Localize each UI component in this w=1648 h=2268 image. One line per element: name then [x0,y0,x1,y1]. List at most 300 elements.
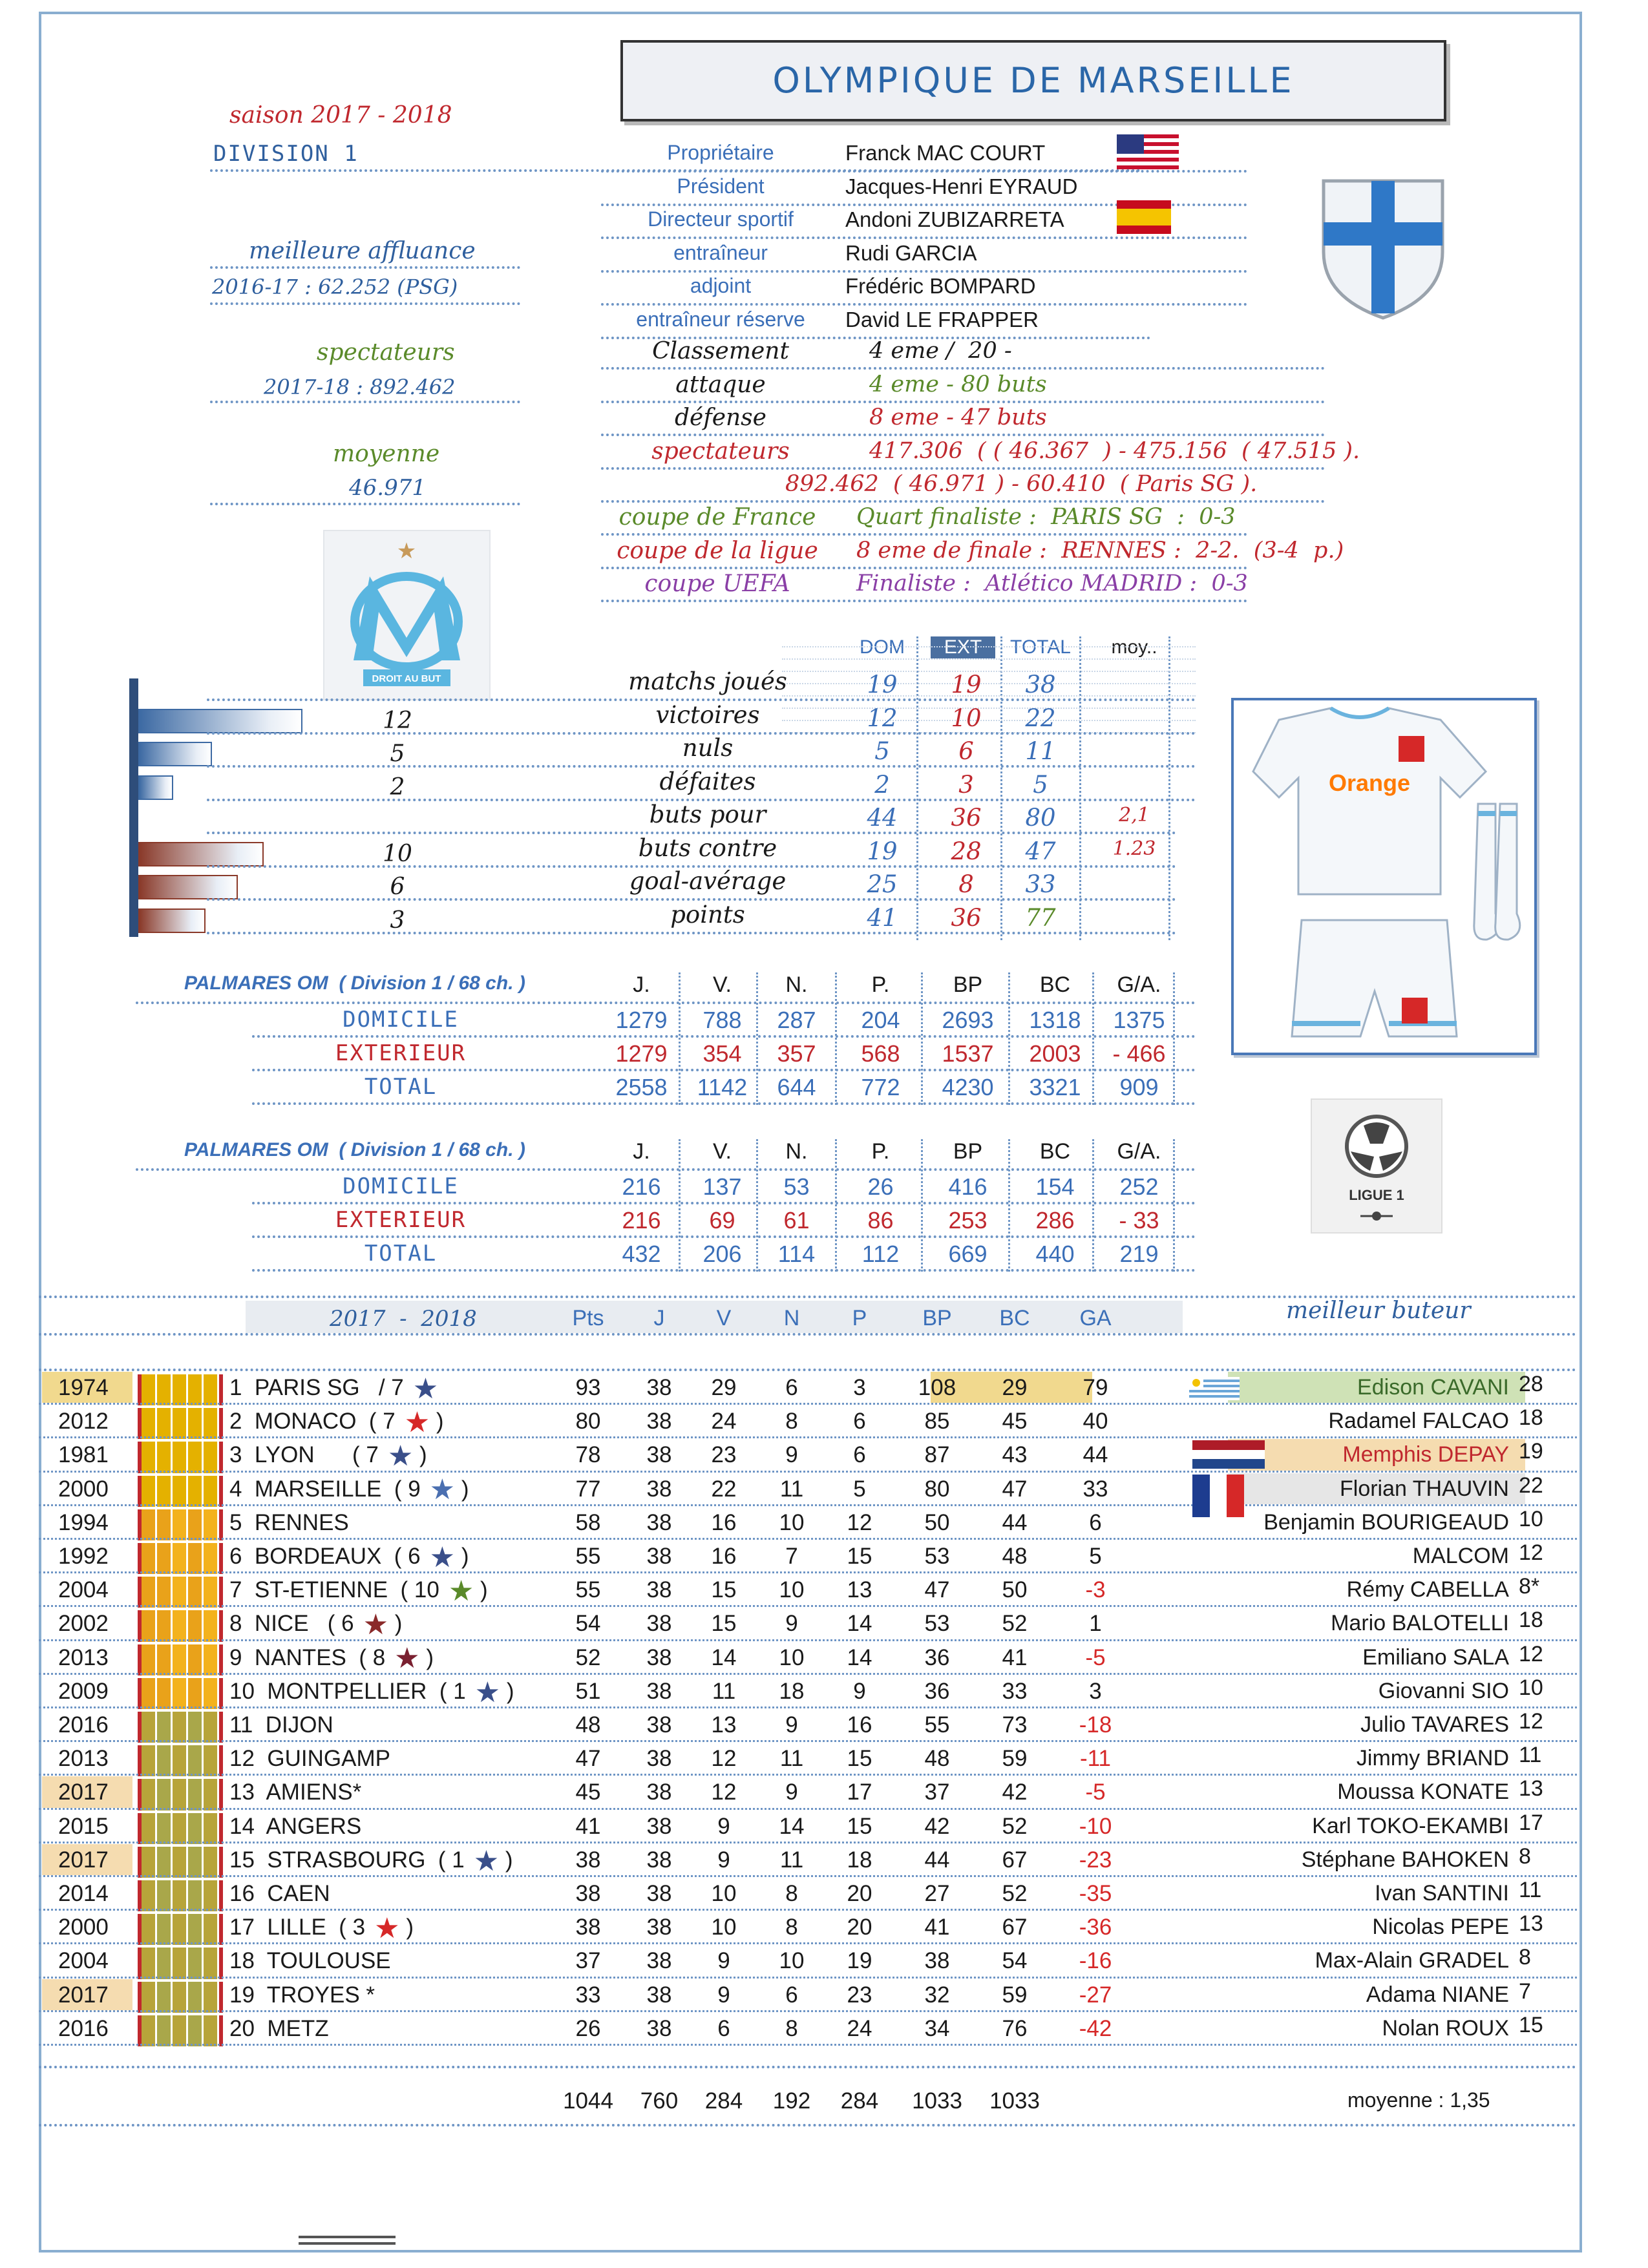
form-strip [138,1476,223,1507]
league-total-cell: 1044 [563,2088,613,2114]
league-cell-bp: 55 [924,1712,950,1738]
palmares-row-label: EXTERIEUR [335,1207,467,1233]
form-strip [138,1577,223,1608]
league-cell-bp: 27 [924,1881,950,1906]
form-strip-segment [188,1745,204,1776]
form-strip [138,1374,223,1405]
league-team-name: 10 MONTPELLIER ( 1 [229,1678,466,1704]
palmares-header-cell: P. [871,1139,890,1164]
palmares-cell: - 33 [1119,1207,1159,1234]
league-team-name: 17 LILLE ( 3 [229,1915,366,1940]
form-strip-segment [188,1779,204,1810]
form-strip-segment [204,1509,219,1540]
league-cell-pts: 33 [575,1982,601,2008]
scorer-name: Edison CAVANI [1357,1375,1509,1400]
league-cell-n: 11 [779,1476,804,1502]
form-strip-segment [173,1847,188,1878]
form-strip-segment [188,1577,204,1608]
league-cell-p: 15 [847,1746,872,1772]
league-cell-ga: 40 [1083,1409,1108,1434]
league-year: 2017 [58,1780,109,1805]
form-strip-segment [204,1779,219,1810]
form-strip [138,1779,223,1810]
form-strip-segment [142,1374,157,1405]
league-cell-j: 38 [646,1813,672,1839]
palmares-cell: 2003 [1029,1040,1081,1067]
season-table-header-cell: moy.. [1111,636,1157,658]
scorer-goals: 11 [1519,1743,1542,1768]
league-cell-bp: 41 [924,1915,950,1940]
league-cell-p: 13 [847,1577,872,1603]
form-strip-segment [142,1914,157,1945]
league-cell-ga: -16 [1079,1948,1112,1974]
league-cell-ga: 44 [1083,1442,1108,1468]
league-header-cell: BP [922,1306,952,1330]
league-cell-bc: 43 [1002,1442,1028,1468]
league-year: 2002 [58,1611,109,1637]
form-strip-segment [157,1644,173,1675]
league-cell-pts: 38 [575,1881,601,1906]
spectators-label: spectateurs [317,339,455,366]
palmares-cell: 354 [703,1040,742,1067]
form-strip-segment [188,1644,204,1675]
season-cell-total: 47 [1025,837,1056,865]
league-team-name: 7 ST-ETIENNE ( 10 [229,1577,439,1603]
season-row-label: défaites [659,767,756,795]
form-strip-segment [188,1476,204,1507]
palmares-cell: 1537 [942,1040,994,1067]
season-table-header-cell: TOTAL [1010,636,1071,658]
cup-result: Finaliste : Atlético MADRID : 0-3 [856,571,1248,596]
league-cell-n: 10 [779,1509,805,1535]
season-cell-dom: 5 [874,737,890,765]
league-cell-j: 38 [646,1509,672,1535]
league-cell-v: 15 [711,1611,737,1637]
palmares-header-cell: J. [633,972,650,997]
palmares-row-label: TOTAL [364,1241,438,1266]
club-title: OLYMPIQUE DE MARSEILLE [772,60,1294,101]
form-strip [138,1678,223,1709]
scorer-name: Nolan ROUX [1382,2015,1509,2041]
form-strip-segment [157,1678,173,1709]
form-strip-segment [204,1476,219,1507]
form-strip-segment [204,1847,219,1878]
league-cell-ga: -3 [1085,1577,1106,1603]
league-cell-pts: 54 [575,1611,601,1637]
palmares-header-cell: BP [953,1139,983,1164]
form-strip-segment [204,1644,219,1675]
season-stat-value: 417.306 ( ( 46.367 ) - 475.156 ( 47.515 ). [869,437,1360,464]
league-cell-bc: 45 [1002,1409,1028,1434]
palmares-header-cell: V. [712,972,732,997]
league-cell-v: 6 [717,2015,730,2041]
league-cell-bc: 52 [1002,1813,1028,1839]
league-cell-p: 18 [847,1847,872,1873]
stat-bar-value: 12 [383,707,412,734]
form-strip-segment [142,1745,157,1776]
league-cell-bp: 42 [924,1813,950,1839]
cup-label: coupe de la ligue [617,537,818,564]
form-strip-segment [157,1476,173,1507]
league-cell-bp: 80 [924,1476,950,1502]
form-strip-segment [157,1880,173,1911]
league-team-name: 6 BORDEAUX ( 6 [229,1544,421,1569]
league-team [229,1982,375,2008]
league-cell-bp: 32 [924,1982,950,2008]
form-strip [138,1644,223,1675]
league-cell-bc: 33 [1002,1678,1028,1704]
league-team-name: 18 TOULOUSE [229,1948,391,1974]
league-cell-ga: 79 [1083,1375,1108,1400]
palmares-cell: 4230 [942,1074,994,1100]
season-cell-ext: 36 [951,903,982,932]
form-strip-segment [157,1982,173,2013]
scorer-name: Florian THAUVIN [1340,1476,1509,1501]
star-bracket: ) [474,1577,488,1603]
season-row-label: goal-avérage [629,867,787,895]
league-cell-p: 6 [853,1409,866,1434]
palmares-header-cell: J. [633,1139,650,1164]
stat-bar [138,875,238,899]
league-team [229,1406,444,1438]
league-cell-pts: 52 [575,1644,601,1670]
season-stat-value: 4 eme - 80 buts [869,371,1047,397]
palmares-cell: 1279 [615,1007,668,1033]
form-strip-segment [157,1509,173,1540]
season-cell-ext: 8 [958,870,974,898]
league-cell-ga: -42 [1079,2015,1112,2041]
season-cell-dom: 41 [867,903,898,932]
form-strip [138,1813,223,1844]
championship-star-icon: ★ [448,1575,474,1607]
league-cell-v: 24 [711,1409,737,1434]
championship-star-icon: ★ [473,1845,500,1877]
league-cell-ga: -5 [1085,1644,1106,1670]
scorer-name: Adama NIANE [1366,1982,1509,2007]
club-title-box [620,40,1446,121]
scorer-goals: 8 [1519,1945,1531,1970]
scorer-goals: 12 [1519,1641,1543,1666]
league-cell-pts: 37 [575,1948,601,1974]
season-cell-total: 5 [1033,770,1048,799]
form-strip-segment [157,1813,173,1844]
league-total-cell: 192 [772,2088,811,2114]
league-cell-bc: 29 [1002,1375,1028,1400]
league-cell-p: 12 [847,1509,872,1535]
star-bracket: ) [455,1544,469,1569]
season-cell-ext: 10 [951,704,982,732]
league-cell-v: 29 [711,1375,737,1400]
palmares-cell: 3321 [1029,1074,1081,1100]
stat-bar [138,775,173,800]
league-team [229,1912,414,1944]
league-cell-ga: -5 [1085,1780,1106,1805]
league-cell-n: 9 [785,1712,798,1738]
league-year: 2000 [58,1915,109,1940]
footer-line [299,2236,396,2238]
form-strip [138,1948,223,1979]
league-cell-bc: 73 [1002,1712,1028,1738]
scorer-goals: 17 [1519,1810,1543,1835]
kit-icon [1234,700,1534,1053]
league-cell-p: 9 [853,1678,866,1704]
championship-star-icon: ★ [387,1440,414,1473]
league-cell-p: 24 [847,2015,872,2041]
form-strip-segment [142,1644,157,1675]
league-cell-bp: 34 [924,2015,950,2041]
palmares-row-label: DOMICILE [343,1007,459,1033]
league-cell-p: 17 [847,1780,872,1805]
league-year: 2013 [58,1644,109,1670]
svg-text:DROIT AU BUT: DROIT AU BUT [372,673,441,684]
season-row-label: buts pour [649,801,766,828]
scorer-name: Max-Alain GRADEL [1315,1948,1509,1973]
kit-image [1231,698,1537,1055]
scorer-goals: 15 [1519,2012,1543,2037]
form-strip [138,1982,223,2013]
league-cell-pts: 55 [575,1544,601,1569]
star-bracket: ) [500,1678,514,1704]
league-cell-pts: 38 [575,1915,601,1940]
stat-bar-value: 6 [390,874,405,900]
league-cell-ga: 6 [1089,1509,1102,1535]
championship-star-icon: ★ [404,1406,430,1438]
league-cell-v: 12 [711,1780,737,1805]
palmares-cell: 772 [861,1074,900,1100]
star-bracket: ) [419,1644,434,1670]
form-strip-segment [157,1577,173,1608]
league-cell-bc: 54 [1002,1948,1028,1974]
league-cell-n: 11 [779,1847,804,1873]
league-year: 2016 [58,1712,109,1738]
league-cell-pts: 93 [575,1375,601,1400]
championship-star-icon: ★ [412,1372,439,1405]
league-header-cell: N [783,1306,800,1330]
form-strip-segment [188,1948,204,1979]
season-cell-total: 11 [1025,737,1056,765]
league-cell-n: 10 [779,1644,805,1670]
form-strip-segment [173,1509,188,1540]
league-cell-n: 7 [785,1544,798,1569]
palmares-header-cell: BP [953,972,983,997]
season-cell-total: 38 [1025,671,1056,698]
usa-flag-icon [1117,134,1179,169]
league-cell-bp: 50 [924,1509,950,1535]
france-flag-icon [1192,1475,1244,1517]
palmares-cell: 114 [777,1241,816,1267]
form-strip-segment [157,2015,173,2046]
staff-role: entraîneur [673,240,768,264]
league-team [229,1948,391,1974]
scorer-name: Jimmy BRIAND [1356,1746,1509,1771]
form-strip-segment [173,1543,188,1574]
league-cell-v: 9 [717,1982,730,2008]
league-cell-n: 9 [785,1611,798,1637]
league-cell-pts: 78 [575,1442,601,1468]
league-total-cell: 1033 [912,2088,962,2114]
best-attendance-value: 2016-17 : 62.252 (PSG) [212,275,458,299]
form-strip-segment [188,1610,204,1641]
palmares-cell: 1279 [615,1040,668,1067]
season-cell-total: 33 [1025,870,1056,898]
season-cell-moy: 1.23 [1112,837,1156,860]
palmares-header-cell: G/A. [1117,1139,1161,1164]
league-cell-ga: 5 [1089,1544,1102,1569]
form-strip-segment [142,1509,157,1540]
season-stat-value: 8 eme - 47 buts [869,404,1047,430]
league-team-name: 15 STRASBOURG ( 1 [229,1847,465,1873]
season-table-header-cell: EXT [931,636,995,658]
championship-star-icon: ★ [394,1643,420,1675]
league-team-name: 3 LYON ( 7 [229,1442,379,1468]
form-strip-segment [188,1880,204,1911]
palmares-header-cell: BC [1039,1139,1071,1164]
season-stat-label: spectateurs [651,437,790,465]
league-cell-bc: 67 [1002,1915,1028,1940]
league-cell-p: 5 [853,1476,866,1502]
scorer-name: Julio TAVARES [1360,1712,1509,1737]
form-strip-segment [142,1678,157,1709]
season-cell-ext: 3 [958,770,974,799]
staff-name: Rudi GARCIA [845,240,977,265]
league-cell-p: 16 [847,1712,872,1738]
league-cell-pts: 41 [575,1813,601,1839]
staff-name: Jacques-Henri EYRAUD [845,174,1078,198]
league-team-name: 5 RENNES [229,1509,349,1535]
league-cell-v: 10 [711,1881,737,1906]
best-attendance-label: meilleure affluance [249,238,476,264]
league-season: 2017 - 2018 [330,1306,477,1332]
league-year: 2015 [58,1813,109,1839]
form-strip-segment [142,1408,157,1439]
league-cell-p: 20 [847,1881,872,1906]
cup-label: coupe de France [618,504,816,530]
form-strip-segment [204,1610,219,1641]
palmares-header-cell: P. [871,972,890,997]
league-cell-j: 38 [646,1678,672,1704]
svg-text:LIGUE 1: LIGUE 1 [1349,1187,1404,1203]
cup-result: Quart finaliste : PARIS SG : 0-3 [856,504,1236,530]
league-team [229,2016,329,2042]
scorer-name: Memphis DEPAY [1342,1442,1509,1467]
league-cell-j: 38 [646,1982,672,2008]
stat-bar [138,742,212,766]
form-strip-segment [157,1442,173,1473]
league-team [229,1643,434,1675]
league-cell-j: 38 [646,1442,672,1468]
season-cell-dom: 12 [867,704,898,732]
palmares-cell: 440 [1035,1241,1075,1267]
league-cell-j: 38 [646,1375,672,1400]
form-strip-segment [204,2015,219,2046]
season-row-label: matchs joués [628,667,787,695]
season-row-label: buts contre [638,834,777,862]
league-year: 1981 [58,1442,109,1468]
scorer-goals: 8* [1519,1574,1540,1599]
scorer-name: Moussa KONATE [1337,1780,1509,1805]
league-team [229,1575,488,1607]
league-cell-bc: 59 [1002,1746,1028,1772]
league-cell-n: 8 [785,1881,798,1906]
league-cell-n: 8 [785,1409,798,1434]
league-cell-j: 38 [646,1881,672,1906]
league-cell-j: 38 [646,1409,672,1434]
form-strip-segment [188,1509,204,1540]
om-logo [323,530,491,700]
palmares-cell: 137 [703,1173,742,1200]
league-header-cell: GA [1079,1306,1112,1330]
form-strip-segment [142,2015,157,2046]
form-strip-segment [157,1408,173,1439]
form-strip-segment [188,1982,204,2013]
league-cell-ga: 33 [1083,1476,1108,1502]
form-strip-segment [173,1678,188,1709]
league-cell-v: 9 [717,1847,730,1873]
league-cell-ga: -10 [1079,1813,1112,1839]
scorer-goals: 12 [1519,1540,1543,1565]
staff-role: adjoint [690,274,752,297]
league-cell-ga: -27 [1079,1982,1112,2008]
league-cell-bp: 48 [924,1746,950,1772]
form-strip-segment [173,1577,188,1608]
league-cell-pts: 47 [575,1746,601,1772]
form-strip [138,1847,223,1878]
scorer-name: Rémy CABELLA [1346,1577,1509,1602]
spain-flag-icon [1117,200,1171,234]
league-cell-ga: 3 [1089,1678,1102,1704]
league-cell-v: 16 [711,1544,737,1569]
league-team-name: 19 TROYES * [229,1982,375,2008]
palmares-title: PALMARES OM ( Division 1 / 68 ch. ) [184,1139,525,1160]
form-strip-segment [173,1779,188,1810]
form-strip-segment [188,2015,204,2046]
scorer-goals: 10 [1519,1506,1543,1531]
stat-bar [138,842,264,866]
season-label: saison 2017 - 2018 [229,102,452,129]
form-strip-segment [204,1982,219,2013]
league-year: 2004 [58,1948,109,1974]
palmares-cell: 568 [861,1040,900,1067]
league-team-name: 8 NICE ( 6 [229,1611,354,1637]
league-team [229,1541,469,1573]
league-cell-ga: -36 [1079,1915,1112,1940]
staff-name: Frédéric BOMPARD [845,274,1036,298]
palmares-header-cell: G/A. [1117,972,1161,997]
league-cell-ga: -18 [1079,1712,1112,1738]
palmares-cell: 1375 [1113,1007,1165,1033]
star-bracket: ) [413,1442,427,1468]
league-cell-p: 23 [847,1982,872,2008]
form-strip-segment [204,1408,219,1439]
championship-star-icon: ★ [374,1912,400,1944]
season-stat-label: Classement [652,338,789,364]
palmares-title: PALMARES OM ( Division 1 / 68 ch. ) [184,972,525,994]
form-strip-segment [173,1374,188,1405]
league-team [229,1780,361,1805]
league-cell-n: 8 [785,1915,798,1940]
league-team-name: 14 ANGERS [229,1813,362,1839]
netherlands-flag-icon [1192,1440,1265,1469]
palmares-cell: 252 [1119,1173,1159,1200]
league-cell-bp: 108 [918,1375,956,1400]
stat-bar [138,709,302,733]
league-cell-ga: 1 [1089,1611,1102,1637]
stat-bar [138,908,206,933]
league-team-name: 11 DIJON [229,1712,333,1738]
league-cell-v: 13 [711,1712,737,1738]
league-cell-p: 3 [853,1375,866,1400]
star-bracket: ) [455,1476,469,1502]
